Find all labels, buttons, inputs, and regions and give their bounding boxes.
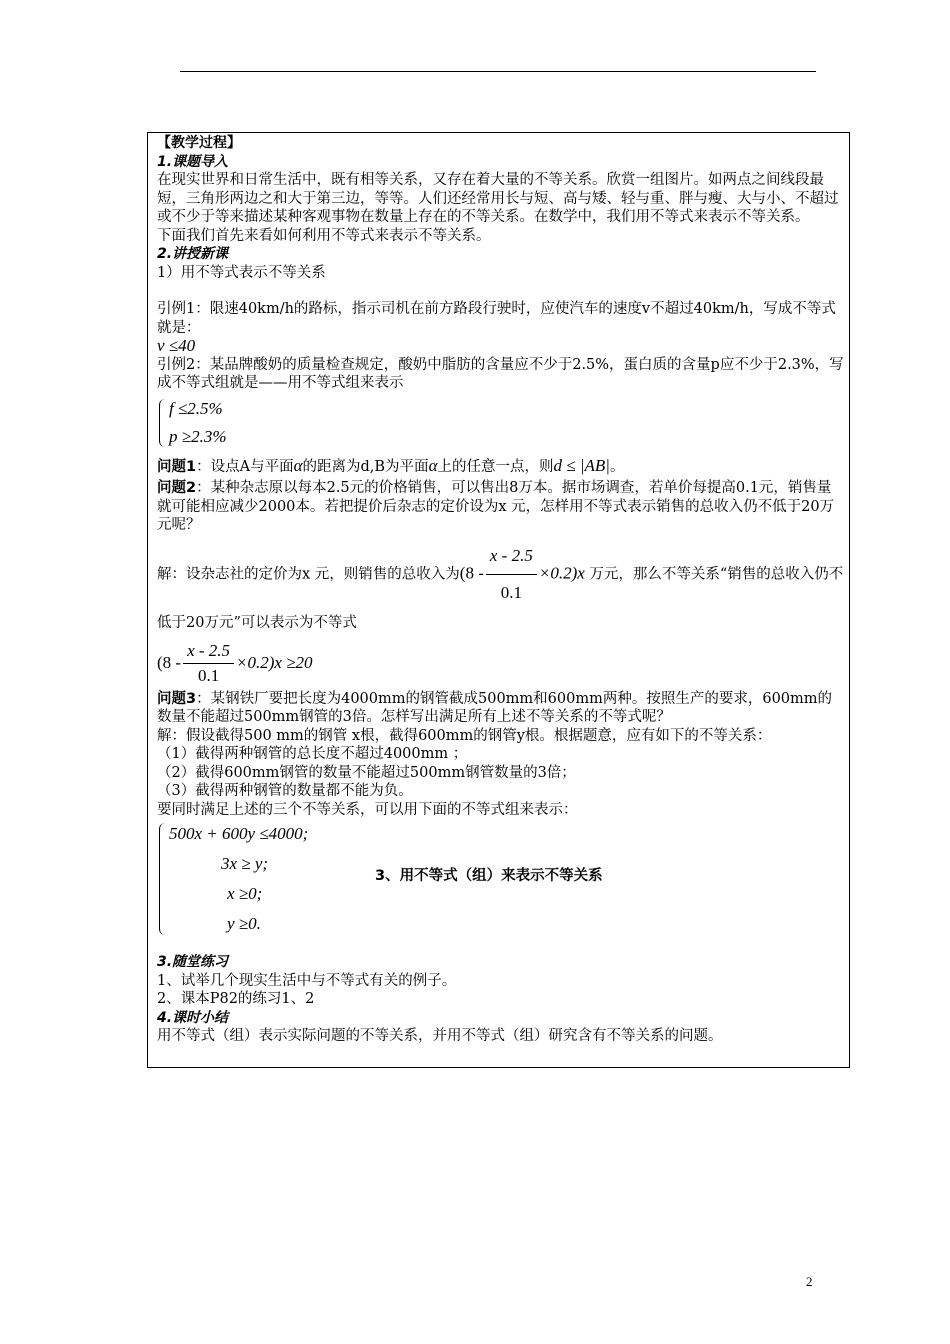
alpha-symbol: α bbox=[293, 455, 303, 475]
solution-2-text: 解：设杂志社的定价为x 元，则销售的总收入为 bbox=[157, 566, 460, 582]
section-header: 【教学过程】 bbox=[157, 135, 241, 151]
fraction-numerator: x - 2.5 bbox=[486, 541, 537, 575]
system-line: y ≥0. bbox=[227, 914, 261, 933]
question-1-label: 问题1 bbox=[157, 458, 197, 475]
question-2-label: 问题2 bbox=[157, 480, 197, 496]
subsection-3-title: 3、用不等式（组）来表示不等关系 bbox=[375, 867, 603, 884]
section-1-paragraph: 在现实世界和日常生活中，既有相等关系，又存在着大量的不等关系。欣赏一组图片。如两点之间线段最短，三角形两边之和大于第三边，等等。人们还经常用长与短、高与矮、轻与重、胖与瘦、大与小、不超过或不少于等来描述某种客观事物在数量上存在的不等关系。在数学中，我们用不等式来表示不等关系。 bbox=[157, 172, 839, 225]
condition-2: （2）截得600mm钢管的数量不能超过500mm钢管数量的3倍； bbox=[157, 764, 576, 781]
exercise-item: 2、课本P82的练习1、2 bbox=[157, 991, 315, 1007]
system-line: p ≥2.3% bbox=[169, 426, 227, 446]
alpha-symbol: α bbox=[428, 455, 438, 475]
inequality-system-row bbox=[157, 819, 845, 939]
solution-2-text: 万元，那么不等关系“销售的总收入仍不低于20万元”可以表示为不等式 bbox=[157, 566, 844, 631]
question-1-inequality: d ≤ |AB| bbox=[553, 455, 610, 475]
example-2: 引例2：某品牌酸奶的质量检查规定，酸奶中脂肪的含量应不少于2.5%，蛋白质的含量p应不少于2.3%，写成不等式组就是——用不等式组来表示 bbox=[157, 356, 844, 391]
solution-3: 解：假设截得500 mm的钢管 x根，截得600mm的钢管y根。根据题意，应有如下的不等关系： bbox=[157, 727, 772, 744]
expression-part: ×0.2)x ≥20 bbox=[236, 652, 313, 672]
system-line: 500x + 600y ≤4000; bbox=[169, 824, 309, 843]
fraction-denominator: 0.1 bbox=[500, 582, 522, 602]
question-3-label: 问题3 bbox=[157, 690, 197, 707]
lesson-content bbox=[157, 134, 845, 1046]
question-1-text: ：设点A与平面 bbox=[196, 458, 294, 475]
expression-part: (8 - bbox=[459, 563, 484, 582]
question-1 bbox=[157, 457, 845, 477]
question-1-text: 上的任意一点，则 bbox=[437, 458, 554, 475]
exercise-item: 1、试举几个现实生活中与不等式有关的例子。 bbox=[157, 972, 457, 989]
question-1-text: 的距离为d,B为平面 bbox=[302, 458, 429, 475]
question-2 bbox=[157, 479, 845, 535]
example-1-inequality: v ≤40 bbox=[157, 336, 196, 355]
system-line: x ≥0; bbox=[227, 884, 263, 903]
question-2-text: ：某种杂志原以每本2.5元的价格销售，可以售出8万本。据市场调查，若单价每提高0.1元，销售量就可能相应减少2000本。若把提价后杂志的定价设为x 元，怎样用不等式表示销售的总收入仍不低于20万元呢？ bbox=[157, 480, 835, 533]
fraction-numerator: x - 2.5 bbox=[183, 642, 234, 665]
system-line: f ≤2.5% bbox=[169, 398, 223, 418]
section-2-title: 2.讲授新课 bbox=[157, 246, 229, 262]
section-3-title: 3.随堂练习 bbox=[157, 954, 229, 970]
expression-part: (8 - bbox=[157, 652, 182, 672]
question-1-text: 。 bbox=[609, 458, 625, 475]
example-1: 引例1：限速40km/h的路标，指示司机在前方路段行驶时，应使汽车的速度v不超过40km/h，写成不等式就是： bbox=[157, 301, 836, 336]
section-1-paragraph-2: 下面我们首先来看如何利用不等式来表示不等关系。 bbox=[157, 227, 491, 244]
question-3 bbox=[157, 690, 845, 727]
header-rule bbox=[180, 71, 816, 72]
solution-2-inequality bbox=[157, 642, 845, 686]
section-1-title: 1.课题导入 bbox=[157, 153, 229, 170]
fraction bbox=[486, 541, 537, 608]
expression-part: ×0.2)x bbox=[538, 563, 585, 582]
fraction bbox=[183, 642, 234, 686]
condition-3: （3）截得两种钢管的数量都不能为负。 bbox=[157, 783, 413, 799]
section-4-title: 4.课时小结 bbox=[157, 1009, 229, 1026]
subsection-1-title: 1）用不等式表示不等关系 bbox=[157, 264, 326, 281]
solution-2 bbox=[157, 541, 845, 638]
summary-text: 用不等式（组）表示实际问题的不等关系，并用不等式（组）研究含有不等关系的问题。 bbox=[157, 1028, 723, 1044]
question-3-text: ：某钢铁厂要把长度为4000mm的钢管截成500mm和600mm两种。按照生产的要求，600mm的数量不能超过500mm钢管的3倍。怎样写出满足所有上述不等关系的不等式呢？ bbox=[157, 690, 833, 725]
fraction-denominator: 0.1 bbox=[197, 666, 220, 685]
condition-1: （1）截得两种钢管的总长度不超过4000mm ； bbox=[157, 746, 468, 762]
inequality-system bbox=[157, 819, 319, 939]
example-2-system bbox=[157, 395, 289, 451]
system-line: 3x ≥ y; bbox=[221, 854, 269, 873]
system-intro: 要同时满足上述的三个不等关系，可以用下面的不等式组来表示： bbox=[157, 801, 578, 818]
page-number: 2 bbox=[806, 1274, 813, 1289]
